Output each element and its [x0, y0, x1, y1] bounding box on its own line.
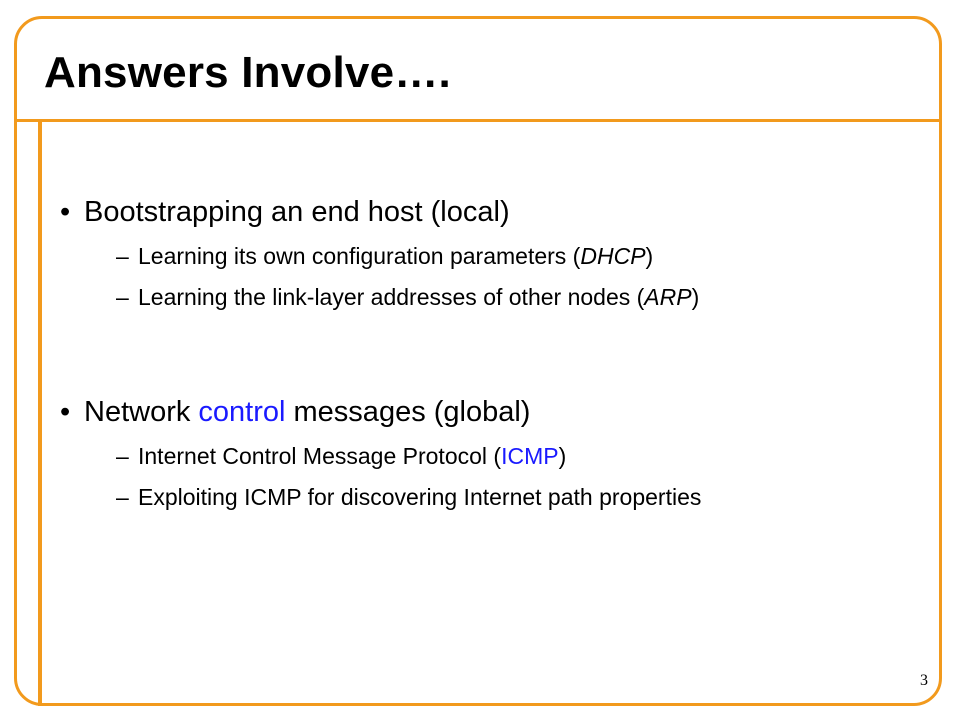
- bullet-icon: •: [60, 396, 71, 428]
- sub-bullet-term: ARP: [644, 284, 692, 310]
- bullet-item: [60, 196, 510, 229]
- page-number: 3: [920, 672, 928, 689]
- bullet-text-end: messages (global): [285, 396, 531, 428]
- bullet-item: [60, 396, 530, 429]
- dash-icon: –: [116, 284, 129, 310]
- sub-bullet-text: Exploiting ICMP for discovering Internet path properties: [138, 484, 702, 510]
- dash-icon: –: [116, 484, 129, 510]
- bullet-text: Bootstrapping an end host (local): [84, 196, 510, 228]
- sub-bullet-term: DHCP: [580, 243, 646, 269]
- sub-bullet-text: Learning the link-layer addresses of other nodes (: [138, 284, 645, 310]
- sub-bullet-text: Learning its own configuration parameters (: [138, 243, 581, 269]
- sub-bullet-highlight: ICMP: [501, 443, 559, 469]
- title-divider: [14, 119, 942, 122]
- sub-bullet-text-end: ): [558, 443, 567, 469]
- dash-icon: –: [116, 443, 129, 469]
- sub-bullet-item: [116, 443, 566, 470]
- sub-bullet-text-end: ): [645, 243, 654, 269]
- sub-bullet-item: [116, 243, 653, 270]
- bullet-highlight: control: [198, 396, 286, 428]
- bullet-icon: •: [60, 196, 71, 228]
- dash-icon: –: [116, 243, 129, 269]
- sub-bullet-text-end: ): [691, 284, 700, 310]
- sub-bullet-text: Internet Control Message Protocol (: [138, 443, 502, 469]
- bullet-text: Network: [84, 396, 199, 428]
- sub-bullet-item: [116, 484, 701, 511]
- slide-title: Answers Involve….: [44, 48, 451, 97]
- sub-bullet-item: [116, 284, 699, 311]
- left-accent-bar: [38, 119, 42, 706]
